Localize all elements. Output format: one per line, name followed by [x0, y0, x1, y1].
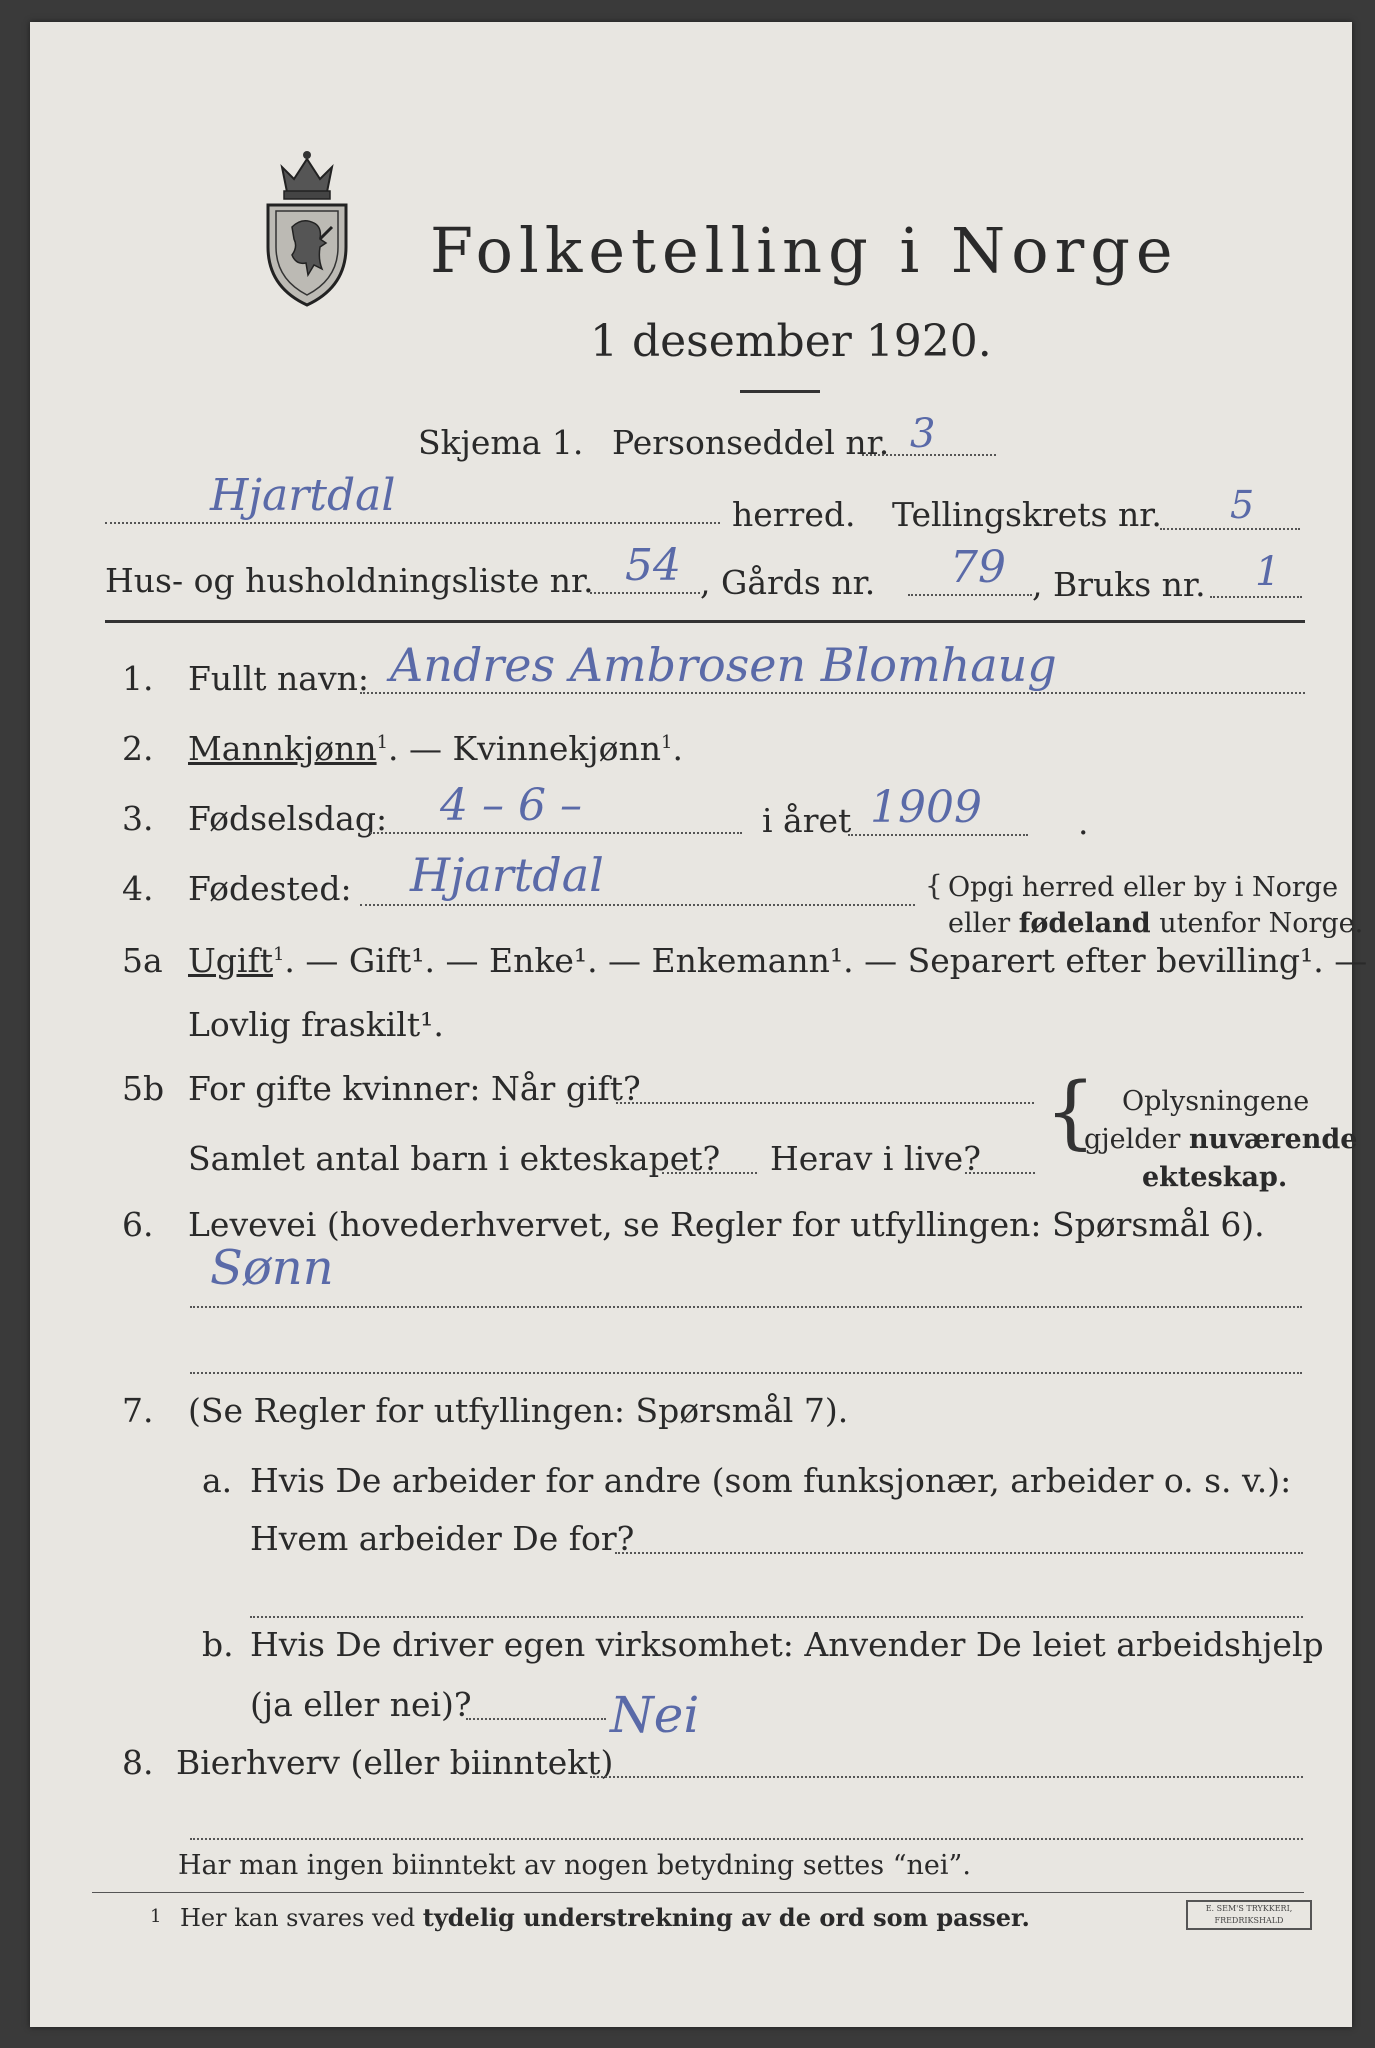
- q5b-number: 5b: [122, 1069, 165, 1108]
- q7b-number: b.: [202, 1625, 234, 1664]
- q1-line: [360, 692, 1305, 694]
- q5b-married-line: [616, 1102, 1034, 1104]
- q8-line: [590, 1776, 1303, 1778]
- q4-number: 4.: [122, 869, 154, 908]
- gards-value: 79: [950, 542, 1006, 593]
- hus-line: [590, 592, 700, 594]
- q2-number: 2.: [122, 729, 154, 768]
- hus-label: Hus- og husholdningsliste nr.: [105, 561, 594, 600]
- q7-number: 7.: [122, 1391, 154, 1430]
- q6-line1: [190, 1306, 1302, 1308]
- q5b-note-line2: gjelder nuværende: [1084, 1124, 1358, 1155]
- bruks-value: 1: [1255, 549, 1281, 595]
- section-divider: [105, 620, 1305, 623]
- q4-note-line1: Opgi herred eller by i Norge: [948, 872, 1339, 903]
- hus-value: 54: [625, 540, 681, 591]
- birth-year-value: 1909: [870, 782, 982, 833]
- q4-note-line2: eller fødeland utenfor Norge.: [948, 908, 1364, 939]
- q7a-employer-line: [615, 1552, 1303, 1554]
- q5a-options: Ugift$^1$. — Gift¹. — Enke¹. — Enkemann¹. — Separert efter bevilling¹. —: [188, 941, 1368, 980]
- q7b-line: [466, 1718, 606, 1720]
- q4-label: Fødested:: [188, 869, 352, 908]
- hired-help-value: Nei: [610, 1686, 700, 1744]
- marital-ugift-option: Ugift: [188, 941, 273, 980]
- q5b-note-line3: ekteskap.: [1142, 1162, 1288, 1193]
- q5a-line2: Lovlig fraskilt¹.: [188, 1005, 444, 1044]
- tellingskrets-value: 5: [1230, 483, 1255, 527]
- q1-number: 1.: [122, 659, 154, 698]
- q5b-children-line: [662, 1172, 757, 1174]
- q6-number: 6.: [122, 1205, 154, 1244]
- gards-label: , Gårds nr.: [700, 563, 876, 602]
- q3-number: 3.: [122, 799, 154, 838]
- bruks-line: [1210, 596, 1302, 598]
- schema-label: Skjema 1.: [418, 423, 584, 462]
- tellingskrets-label: Tellingskrets nr.: [892, 495, 1162, 534]
- q7a-number: a.: [202, 1461, 233, 1500]
- q7a-line1: Hvis De arbeider for andre (som funksjonær, arbeider o. s. v.):: [250, 1461, 1292, 1500]
- printer-stamp: E. SEM'S TRYKKERI, FREDRIKSHALD: [1186, 1900, 1312, 1930]
- q7a-employer-line2: [250, 1616, 1303, 1618]
- personseddel-value: 3: [910, 411, 936, 457]
- footer-divider: [92, 1892, 1304, 1893]
- bruks-label: , Bruks nr.: [1032, 565, 1206, 604]
- birthday-value: 4 – 6 –: [440, 780, 582, 831]
- q2-options: Mannkjønn$^1$. — Kvinnekjønn$^1$.: [188, 729, 683, 768]
- occupation-value: Sønn: [210, 1240, 334, 1296]
- q5b-note-line1: Oplysningene: [1122, 1086, 1310, 1117]
- personseddel-label: Personseddel nr.: [612, 423, 890, 462]
- herred-label: herred.: [732, 495, 856, 534]
- q7-label: (Se Regler for utfyllingen: Spørsmål 7).: [188, 1391, 849, 1430]
- census-form: Folketelling i Norge 1 desember 1920. Skjema 1. Personseddel nr. 3 Hjartdal herred. Tellingskrets nr. 5 Hus- og husholdningsliste nr. 54 , Gårds nr. 79 , Bruks nr. 1 1. Fullt navn: Andres Ambrosen Blomhaug 2. Mannkjønn$^1$. — Kvinnekjønn$^1$. 3. Fødselsdag: 4 – 6 – i året 1909 . 4. Fødested: Hjartdal { Opgi herred eller by i Norge eller fødeland utenfor Norge. 5a Ugift$^1$. — Gift¹. — Enke¹. — Enkemann¹. — Separert efter bevilling¹. — Lovlig fraskilt¹. 5b For gifte kvinner: Når gift? Samlet antal barn i ekteskapet? Herav i live? { Oplysningene gjelder nuværende ekteskap. 6. Levevei (hovederhvervet, se Regler for utfyllingen: Spørsmål 6). Sønn 7. (Se Regler for utfyllingen: Spørsmål 7). a. Hvis De arbeider for andre (som funksjonær, arbeider o. s. v.): Hvem arbeider De for? b. Hvis De driver egen virksomhet: Anvender De leiet arbeidshjelp (ja eller nei)? Nei 8. Bierhverv (eller biinntekt) Har man ingen biinntekt av nogen betydning settes “nei”. 1 Her kan svares ved tydelig understrekning av de ord som passer. E. SEM'S TRYKKERI, FREDRIKSHALD: [30, 22, 1352, 2027]
- year-label: i året: [762, 801, 852, 840]
- gender-male-option: Mannkjønn: [188, 729, 377, 768]
- q8-number: 8.: [122, 1743, 154, 1782]
- q5a-number: 5a: [122, 941, 163, 980]
- biinntekt-note: Har man ingen biinntekt av nogen betydning settes “nei”.: [178, 1850, 971, 1881]
- gender-female-option: Kvinnekjønn: [452, 729, 662, 768]
- q7a-line2: Hvem arbeider De for?: [250, 1519, 635, 1558]
- year-line: [848, 834, 1028, 836]
- page-title: Folketelling i Norge: [430, 214, 1179, 287]
- q1-label: Fullt navn:: [188, 659, 369, 698]
- q6-label: Levevei (hovederhvervet, se Regler for utfyllingen: Spørsmål 6).: [188, 1205, 1265, 1244]
- q5b-label: For gifte kvinner: Når gift?: [188, 1069, 641, 1108]
- q4-line: [360, 904, 915, 906]
- q3-line: [370, 832, 742, 834]
- full-name-value: Andres Ambrosen Blomhaug: [390, 638, 1057, 692]
- q8-line2: [190, 1838, 1303, 1840]
- title-divider: [740, 390, 820, 393]
- census-date: 1 desember 1920.: [590, 316, 992, 367]
- q8-label: Bierhverv (eller biinntekt): [176, 1743, 614, 1782]
- herred-line: [105, 522, 720, 524]
- tellingskrets-line: [1160, 528, 1300, 530]
- q5b-alive-label: Herav i live?: [770, 1139, 981, 1178]
- q3-label: Fødselsdag:: [188, 799, 388, 838]
- q6-line2: [190, 1372, 1302, 1374]
- q5b-alive-line: [965, 1172, 1035, 1174]
- q7b-line1: Hvis De driver egen virksomhet: Anvender De leiet arbeidshjelp: [250, 1625, 1324, 1664]
- footnote-number: 1: [150, 1906, 162, 1927]
- footnote-text: Her kan svares ved tydelig understrekning av de ord som passer.: [180, 1903, 1030, 1932]
- q7b-line2: (ja eller nei)?: [250, 1685, 472, 1724]
- gards-line: [908, 594, 1032, 596]
- coat-of-arms-icon: [262, 147, 352, 307]
- q5b-children-label: Samlet antal barn i ekteskapet?: [188, 1139, 721, 1178]
- herred-value: Hjartdal: [210, 470, 396, 521]
- birthplace-value: Hjartdal: [410, 848, 604, 902]
